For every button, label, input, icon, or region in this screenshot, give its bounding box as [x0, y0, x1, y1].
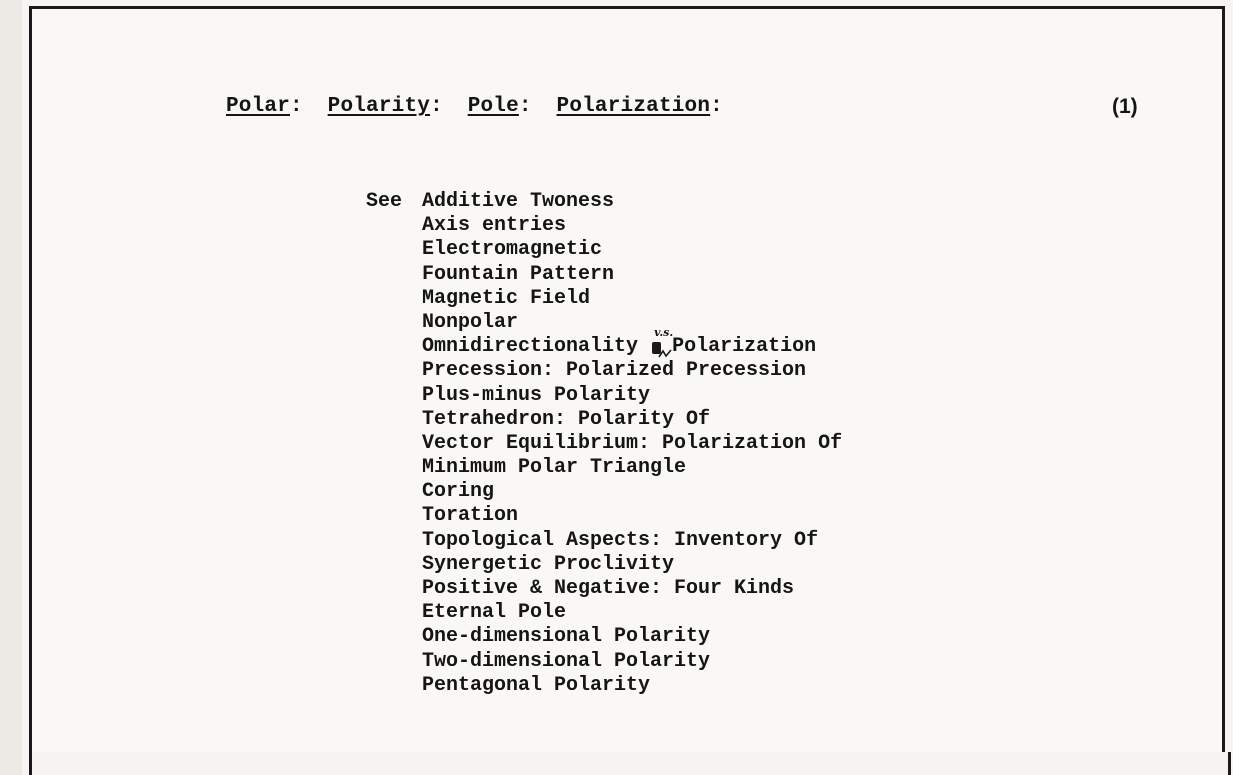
- entry-text: Omnidirectionality: [422, 335, 639, 359]
- list-item: Axis entries: [422, 214, 567, 238]
- list-item: Pentagonal Polarity: [422, 673, 651, 697]
- list-item: Positive & Negative: Four Kinds: [422, 577, 795, 600]
- handwritten-note: v.s.: [654, 326, 674, 340]
- list-item: Eternal Pole: [422, 601, 567, 625]
- see-label: See: [366, 190, 403, 213]
- list-item: Two-dimensional Polarity: [422, 649, 711, 673]
- left-margin: [0, 0, 22, 775]
- heading-term-pole: Pole: [467, 95, 519, 118]
- list-item: Synergetic Proclivity: [422, 552, 675, 576]
- list-item: One-dimensional Polarity: [422, 625, 711, 649]
- list-item: Nonpolar: [422, 310, 519, 334]
- entry-continuation: Polarization: [672, 335, 817, 359]
- list-item: Precession: Polarized Precession: [422, 359, 807, 383]
- card-heading: Polar: Polarity: Pole: Polarization:: [226, 95, 723, 118]
- list-item: Plus-minus Polarity: [422, 383, 651, 407]
- list-item: Topological Aspects: Inventory Of: [422, 528, 819, 552]
- heading-term-polarity: Polarity: [327, 95, 431, 118]
- cross-reference-list: [422, 190, 842, 698]
- page-number: (1): [1112, 95, 1138, 118]
- list-item: Magnetic Field: [422, 286, 591, 310]
- list-item: Electromagnetic: [422, 238, 603, 262]
- handwritten-vs-annotation: [650, 326, 674, 359]
- list-item: Toration: [422, 504, 519, 528]
- heading-term-polar: Polar: [226, 95, 291, 118]
- list-item: Vector Equilibrium: Polarization Of: [422, 431, 843, 455]
- caret-mark-icon: [658, 349, 672, 359]
- list-item: Additive Twoness: [422, 190, 615, 213]
- list-item: Coring: [422, 480, 495, 504]
- list-item: Fountain Pattern: [422, 262, 615, 286]
- heading-term-polarization: Polarization: [556, 95, 711, 118]
- list-item: Tetrahedron: Polarity Of: [422, 407, 711, 431]
- next-card-edge: [29, 752, 1231, 775]
- list-item: Minimum Polar Triangle: [422, 456, 687, 480]
- list-item-omnidirectionality: [422, 326, 842, 359]
